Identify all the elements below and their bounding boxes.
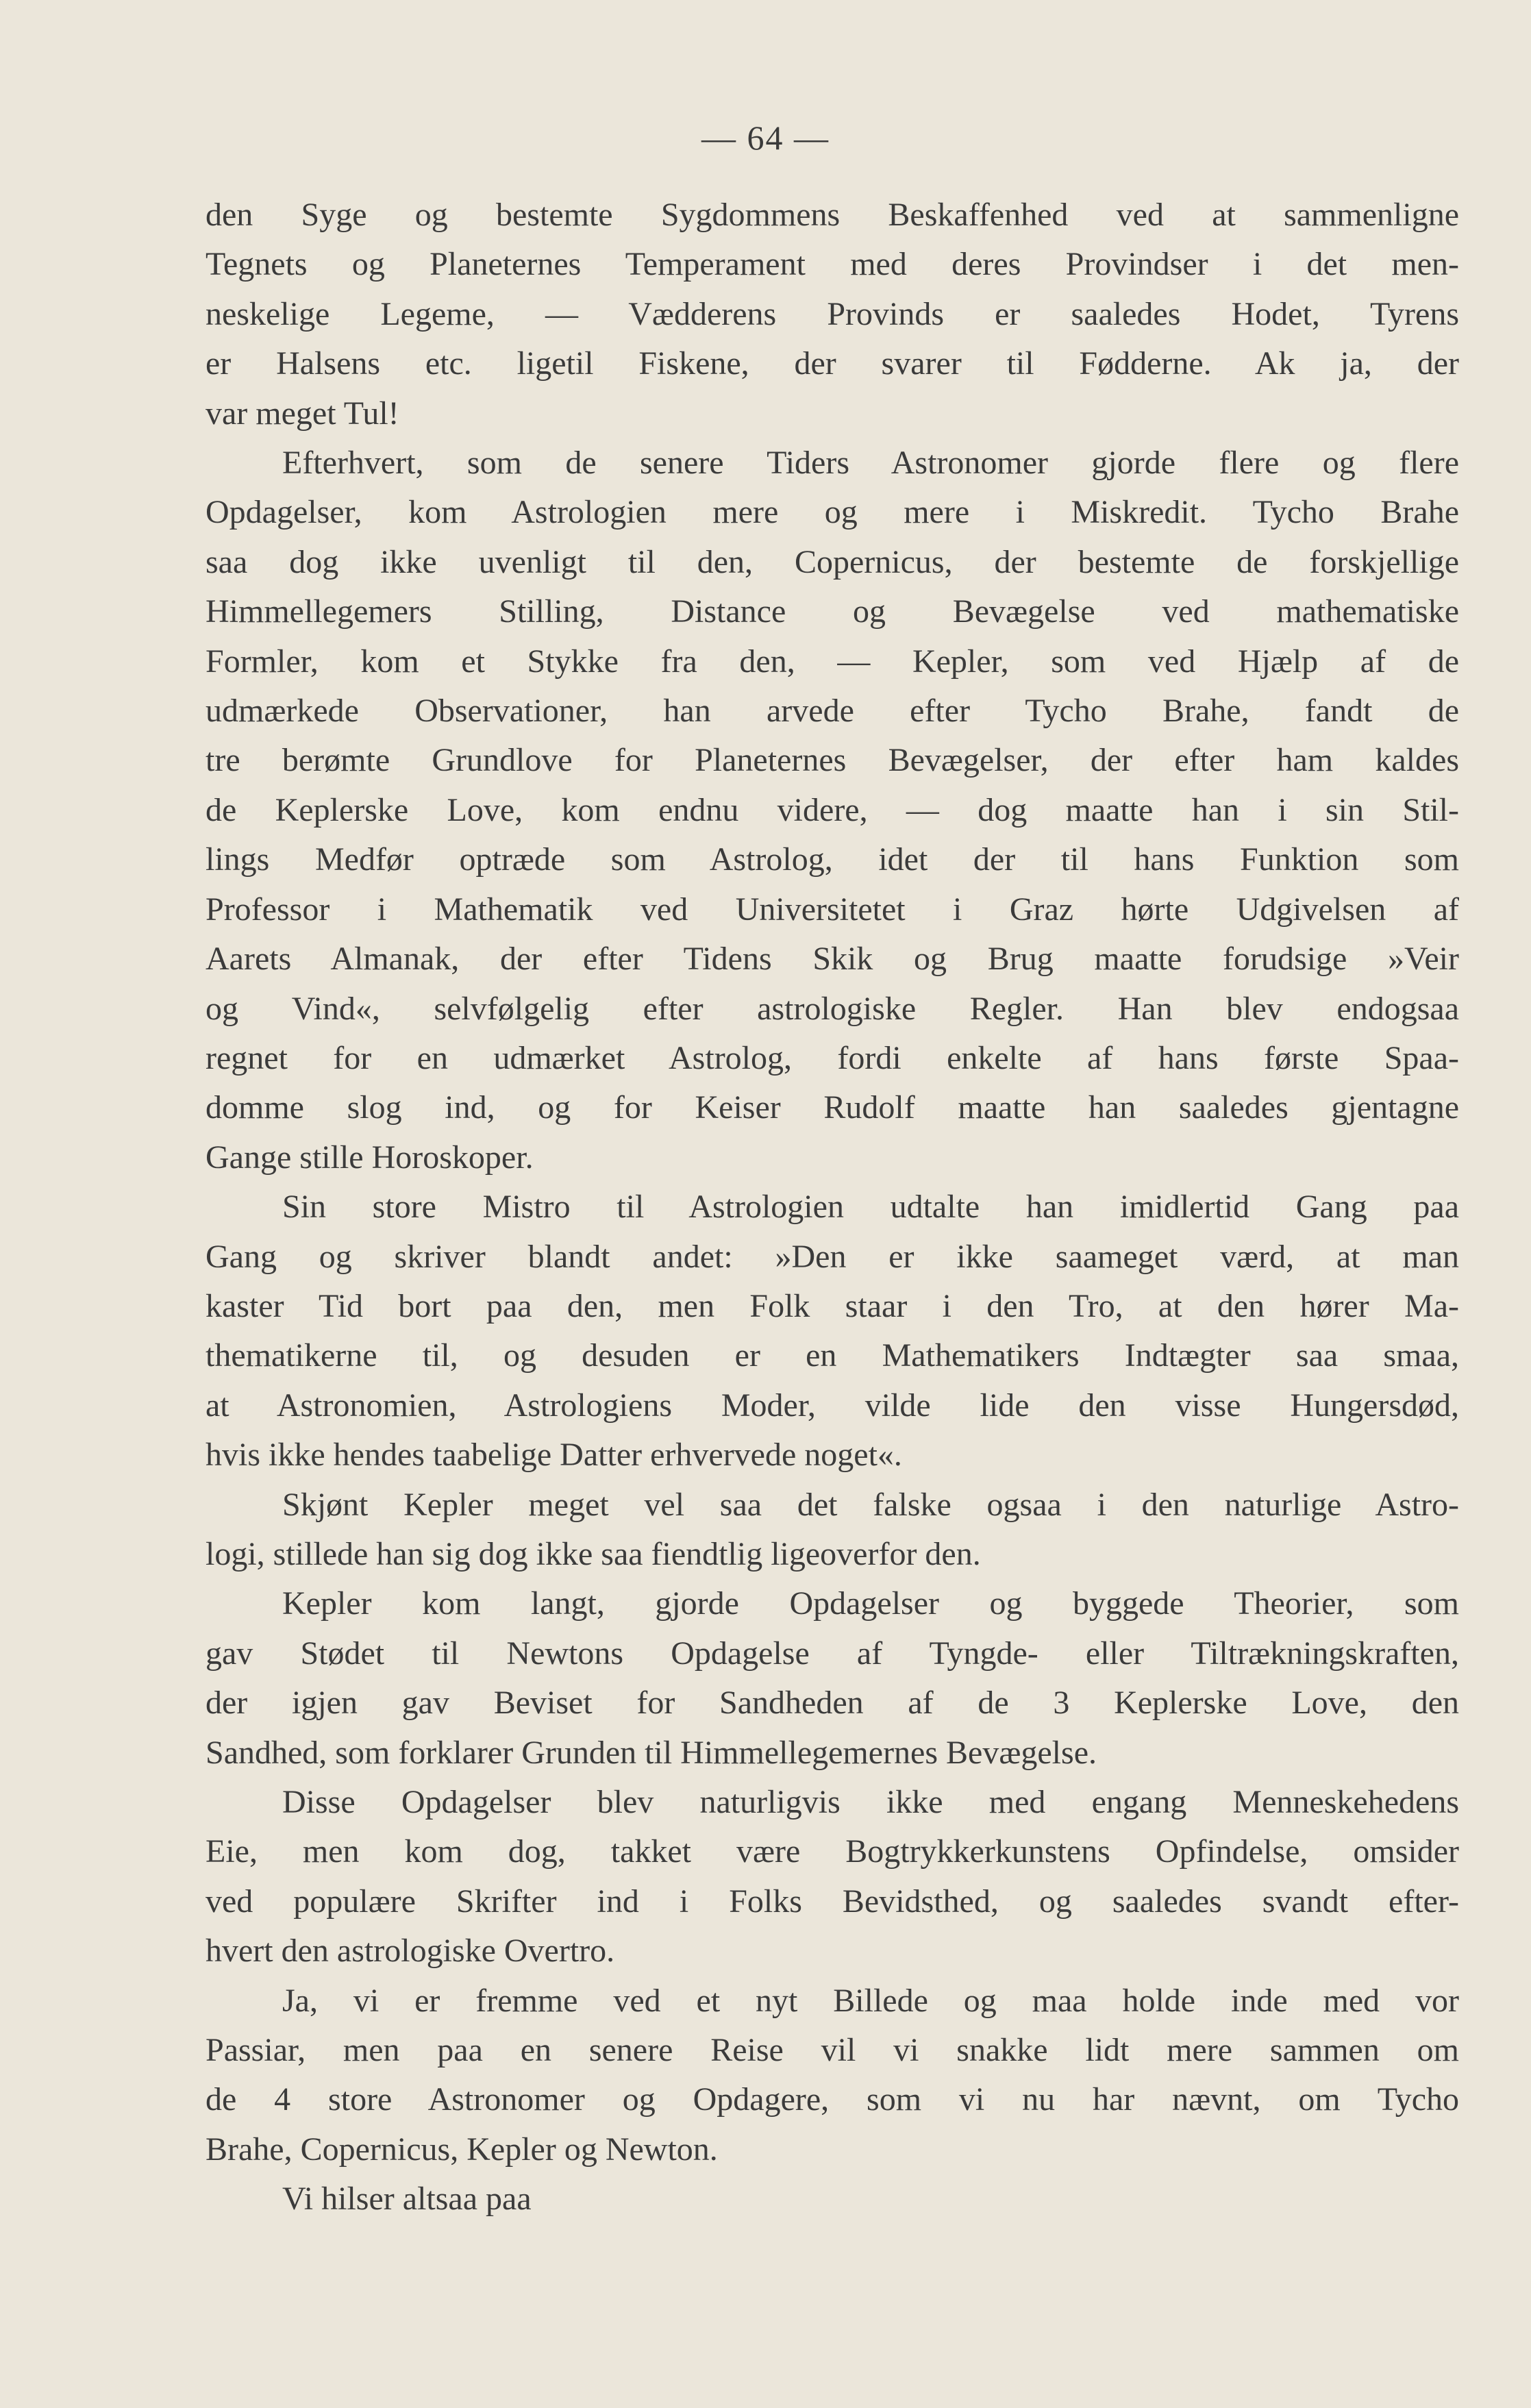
text-line: saa dog ikke uvenligt til den, Copernicus, der bestemte de forskjellige: [206, 543, 1459, 580]
text-line: tre berømte Grundlove for Planeternes Bevægelser, der efter ham kaldes: [206, 742, 1459, 779]
text-line: Sandhed, som forklarer Grunden til Himmellegemernes Bevægelse.: [206, 1734, 1097, 1771]
text-line: Eie, men kom dog, takket være Bogtrykkerkunstens Opfindelse, omsider: [206, 1833, 1459, 1870]
text-line: Skjønt Kepler meget vel saa det falske ogsaa i den naturlige Astro-: [282, 1486, 1459, 1523]
text-line: kaster Tid bort paa den, men Folk staar i den Tro, at den hører Ma-: [206, 1287, 1459, 1324]
text-line: Disse Opdagelser blev naturligvis ikke med engang Menneskehedens: [282, 1784, 1459, 1820]
text-line: regnet for en udmærket Astrolog, fordi enkelte af hans første Spaa-: [206, 1039, 1459, 1076]
text-line: hvert den astrologiske Overtro.: [206, 1933, 615, 1970]
text-line: Vi hilser altsaa paa: [282, 2181, 532, 2218]
text-line: udmærkede Observationer, han arvede efter Tycho Brahe, fandt de: [206, 693, 1459, 730]
text-line: lings Medfør optræde som Astrolog, idet der til hans Funktion som: [206, 841, 1459, 878]
text-line: thematikerne til, og desuden er en Mathematikers Indtægter saa smaa,: [206, 1337, 1459, 1374]
text-line: Passiar, men paa en senere Reise vil vi snakke lidt mere sammen om: [206, 2032, 1459, 2069]
text-line: Sin store Mistro til Astrologien udtalte han imidlertid Gang paa: [282, 1189, 1459, 1226]
text-line: Efterhvert, som de senere Tiders Astronomer gjorde flere og flere: [282, 445, 1459, 482]
text-line: Professor i Mathematik ved Universitetet i Graz hørte Udgivelsen af: [206, 891, 1459, 928]
text-line: Aarets Almanak, der efter Tidens Skik og Brug maatte forudsige »Veir: [206, 941, 1459, 978]
text-line: er Halsens etc. ligetil Fiskene, der svarer til Fødderne. Ak ja, der: [206, 345, 1459, 382]
text-line: Himmellegemers Stilling, Distance og Bevægelse ved mathematiske: [206, 593, 1459, 630]
text-line: var meget Tul!: [206, 395, 399, 432]
text-line: gav Stødet til Newtons Opdagelse af Tyngde- eller Tiltrækningskraften,: [206, 1635, 1459, 1672]
text-line: logi, stillede han sig dog ikke saa fiendtlig ligeoverfor den.: [206, 1535, 981, 1572]
text-line: domme slog ind, og for Keiser Rudolf maatte han saaledes gjentagne: [206, 1089, 1459, 1126]
text-line: Formler, kom et Stykke fra den, — Kepler, som ved Hjælp af de: [206, 643, 1459, 680]
text-line: Ja, vi er fremme ved et nyt Billede og maa holde inde med vor: [282, 1982, 1459, 2019]
text-line: Gang og skriver blandt andet: »Den er ikke saameget værd, at man: [206, 1238, 1459, 1275]
text-line: Gange stille Horoskoper.: [206, 1139, 534, 1176]
text-line: den Syge og bestemte Sygdommens Beskaffenhed ved at sammenligne: [206, 197, 1459, 233]
body-text: [206, 190, 1459, 2224]
text-line: Tegnets og Planeternes Temperament med deres Provindser i det men-: [206, 246, 1459, 283]
text-line: at Astronomien, Astrologiens Moder, vilde lide den visse Hungersdød,: [206, 1387, 1459, 1424]
text-line: ved populære Skrifter ind i Folks Bevidsthed, og saaledes svandt efter-: [206, 1883, 1459, 1920]
text-line: der igjen gav Beviset for Sandheden af de 3 Keplerske Love, den: [206, 1685, 1459, 1722]
text-line: neskelige Legeme, — Vædderens Provinds er saaledes Hodet, Tyrens: [206, 295, 1459, 332]
text-line: og Vind«, selvfølgelig efter astrologiske Regler. Han blev endogsaa: [206, 990, 1459, 1027]
text-line: hvis ikke hendes taabelige Datter erhvervede noget«.: [206, 1437, 902, 1474]
text-line: Brahe, Copernicus, Kepler og Newton.: [206, 2131, 718, 2168]
text-line: Kepler kom langt, gjorde Opdagelser og byggede Theorier, som: [282, 1585, 1459, 1622]
page-number: — 64 —: [701, 119, 830, 157]
text-line: de Keplerske Love, kom endnu videre, — dog maatte han i sin Stil-: [206, 791, 1459, 828]
text-line: de 4 store Astronomer og Opdagere, som vi nu har nævnt, om Tycho: [206, 2081, 1459, 2118]
text-line: Opdagelser, kom Astrologien mere og mere i Miskredit. Tycho Brahe: [206, 494, 1459, 531]
